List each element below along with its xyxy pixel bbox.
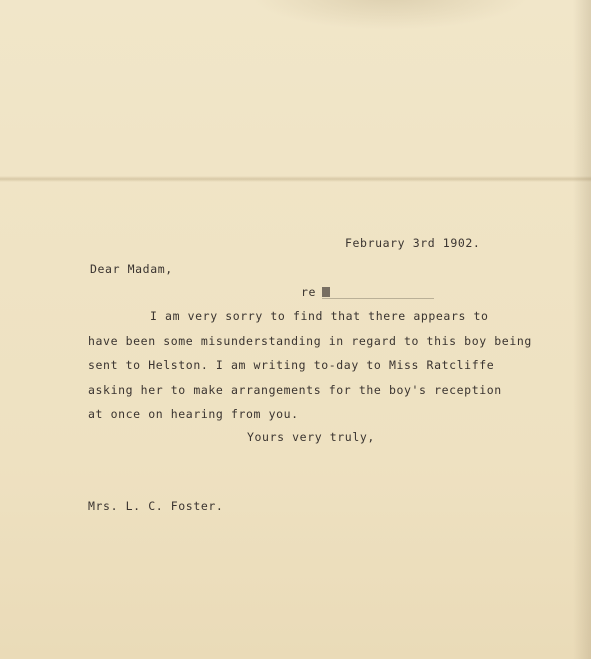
- paper-fold: [0, 176, 591, 182]
- redacted-name: [322, 287, 330, 297]
- body-line-4: asking her to make arrangements for the boy's reception: [88, 383, 502, 397]
- paper-stain: [250, 0, 530, 30]
- body-line-3: sent to Helston. I am writing to-day to Miss Ratcliffe: [88, 358, 495, 372]
- letter-re-line: [301, 285, 330, 299]
- letter-salutation: Dear Madam,: [90, 262, 173, 276]
- body-line-5: at once on hearing from you.: [88, 407, 299, 421]
- letter-recipient: Mrs. L. C. Foster.: [88, 499, 224, 513]
- body-line-1: I am very sorry to find that there appears to: [150, 309, 489, 323]
- paper-edge-shadow: [573, 0, 591, 659]
- re-underline: [322, 298, 434, 299]
- re-label: re: [301, 285, 317, 299]
- letter-closing: Yours very truly,: [247, 430, 375, 444]
- body-line-2: have been some misunderstanding in regard to this boy being: [88, 334, 532, 348]
- letter-date: February 3rd 1902.: [345, 236, 481, 250]
